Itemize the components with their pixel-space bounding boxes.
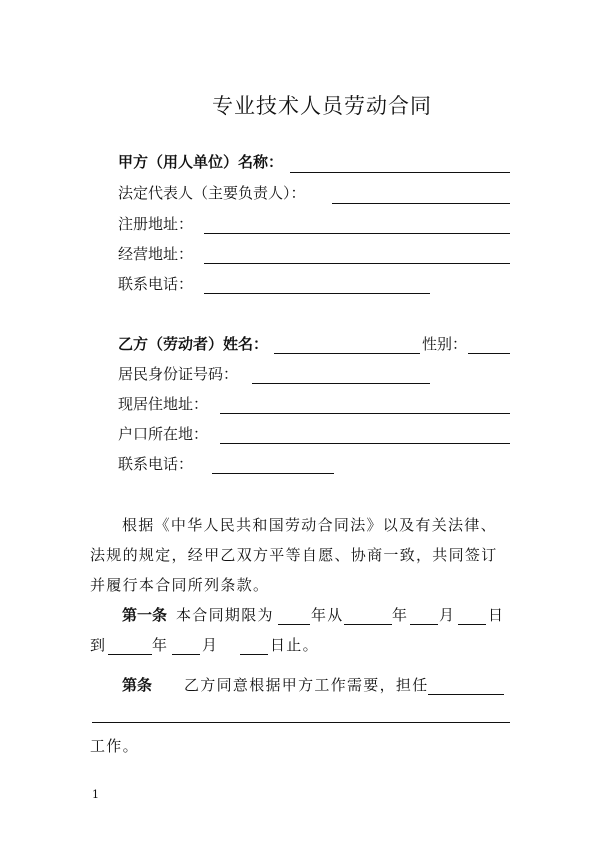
party-b-hukou-field[interactable]	[220, 443, 510, 444]
article-2-position-field[interactable]	[428, 694, 504, 695]
article-1-start-month-field[interactable]	[410, 624, 438, 625]
preamble-line-2: 法规的规定，经甲乙双方平等自愿、协商一致，共同签订	[90, 546, 498, 564]
party-a-phone-label: 联系电话：	[118, 275, 194, 293]
party-b-address-label: 现居住地址：	[118, 395, 209, 413]
party-b-phone-field[interactable]	[212, 473, 334, 474]
article-1-start-year-field[interactable]	[344, 624, 392, 625]
article-1-day: 日	[488, 606, 505, 624]
party-b-hukou-label: 户口所在地：	[118, 425, 209, 443]
party-a-reg-address-label: 注册地址：	[118, 215, 194, 233]
party-a-rep-field[interactable]	[332, 203, 510, 204]
party-b-gender-field[interactable]	[468, 353, 510, 354]
party-b-name-label: 乙方（劳动者）姓名：	[118, 335, 269, 353]
article-1-month: 月	[439, 606, 456, 624]
article-2-position-field-continued[interactable]	[92, 722, 510, 723]
party-a-name-field[interactable]	[290, 172, 510, 173]
article-1-heading: 第一条	[122, 606, 168, 624]
page-number: 1	[92, 788, 99, 801]
article-1-year-from: 年从	[311, 606, 344, 624]
article-2-text: 乙方同意根据甲方工作需要，担任	[184, 676, 429, 694]
article-1-start-day-field[interactable]	[458, 624, 486, 625]
party-b-id-field[interactable]	[252, 383, 430, 384]
party-b-id-label: 居民身份证号码：	[118, 365, 239, 383]
article-1-end-year-field[interactable]	[108, 654, 152, 655]
article-1-day-end: 日止。	[270, 636, 319, 654]
party-b-gender-label: 性别：	[422, 335, 468, 353]
preamble-line-1: 根据《中华人民共和国劳动合同法》以及有关法律、	[122, 516, 497, 534]
party-a-biz-address-label: 经营地址：	[118, 245, 194, 263]
article-1-years-field[interactable]	[278, 624, 310, 625]
article-2-heading: 第条	[122, 676, 153, 694]
article-1-text: 本合同期限为	[176, 606, 274, 624]
party-a-biz-address-field[interactable]	[204, 263, 510, 264]
article-1-end-day-field[interactable]	[240, 654, 268, 655]
article-1-year: 年	[392, 606, 409, 624]
party-b-name-field[interactable]	[274, 353, 420, 354]
article-1-year-2: 年	[152, 636, 169, 654]
preamble-line-3: 并履行本合同所列条款。	[90, 576, 270, 594]
document-title: 专业技术人员劳动合同	[212, 94, 432, 118]
article-2-end: 工作。	[90, 737, 139, 755]
party-a-name-label: 甲方（用人单位）名称：	[118, 153, 284, 171]
party-a-reg-address-field[interactable]	[204, 233, 510, 234]
party-a-rep-label: 法定代表人（主要负责人）：	[118, 184, 306, 202]
article-1-to: 到	[90, 636, 107, 654]
article-1-end-month-field[interactable]	[172, 654, 200, 655]
party-b-phone-label: 联系电话：	[118, 455, 194, 473]
article-1-month-2: 月	[202, 636, 219, 654]
party-b-address-field[interactable]	[220, 413, 510, 414]
party-a-phone-field[interactable]	[204, 293, 430, 294]
